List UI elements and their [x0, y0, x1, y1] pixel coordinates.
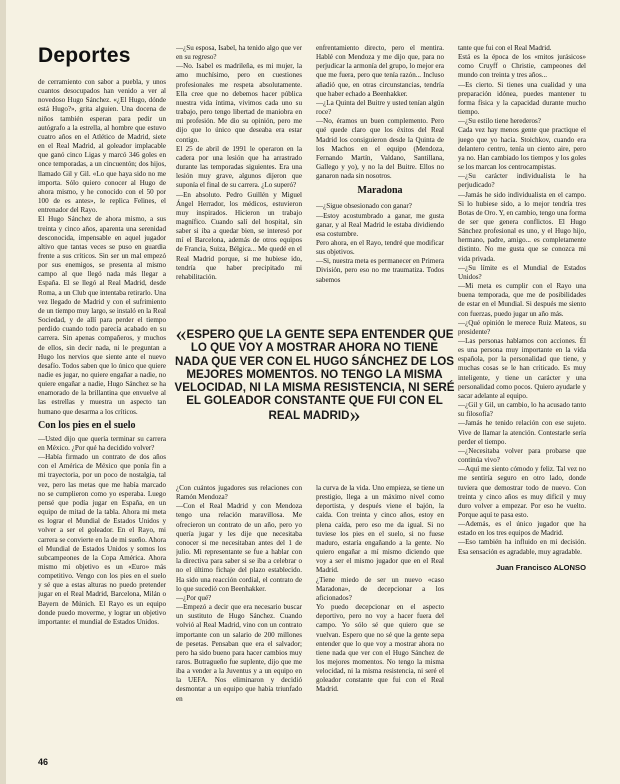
answer: —Había firmado un contrato de dos años con el América de México que ponía fin a mi trayectoria, por un poco de nostalgia, tal vez, pero las metas que me había marcado no se cumplieron como yo esperaba. Luego pensé que podía jugar en España, en un equipo de mitad de la tabla. Ahora mi meta es lograr el Mundial de Estados Unidos y volver a ser el goleador. En el Rayo, mi carrera se convierte en la de mi sueño. Ahora el Mundial de Estados Unidos y somos los subcampeones de la Copa América. Ahora mismo mi objetivo es un «Euro» más competitivo. Vengo con los pies en el suelo y sé que a estas alturas no puedo pretender jugar en el Real Madrid, Barcelona, Milán o Bayern de Múnich. El Rayo es un equipo donde puedo moverme, y lograr un objetivo importante: el mundial de Estados Unidos.: [38, 453, 166, 626]
answer: Yo puedo decepcionar en el aspecto deportivo, pero no voy a hacer fuera del campo. Yo sólo sé que quiero que se vuelvan. Espero que no sé que la gente sepa entender que lo que voy a mostrar ahora no tiene nada que ver con el Hugo Sánchez de los mejores momentos. No tengo la misma velocidad, ni la misma resistencia, ni seré el goleador constante que fui con el Real Madrid.: [316, 603, 444, 694]
answer: Pero ahora, en el Rayo, tendré que modificar sus objetivos.: [316, 238, 444, 257]
answer: —No, éramos un buen complemento. Pero qué quede claro que los éxitos del Real Madrid los consiguieron desde la Quinta de los Machos en el equipo (Mendoza, Fernando Martín, Valdano, Santillana, Gallego y yo), y no la del Buitre. Ellos no ganaron nada sin nosotros.: [316, 117, 444, 181]
answer: tante que fui con el Real Madrid.: [458, 44, 552, 52]
question: —Además, es el único jugador que ha estado en los tres equipos de Madrid.: [458, 520, 586, 538]
column-4: [458, 44, 586, 756]
question: —¿Su estilo tiene herederos?: [458, 117, 541, 126]
answer: —En absoluto. Pedro Guillén y Miguel Ángel Herrador, los médicos, estuvieron muy inspirados. Hicieron un trabajo magnífico. Cuando salí del hospital, sin saber si iba a quedar bien, se interesó por mí el Barcelona, además de otros equipos de Francia, Suiza, Bélgica... Me quedé en el Real Madrid porque, si me hubiese ido, tendría que haber precipitado mi rehabilitación.: [176, 190, 302, 281]
question: —¿Su carácter individualista le ha perjudicado?: [458, 172, 586, 190]
column-2-lower: [176, 484, 302, 756]
column-2-upper: [176, 44, 302, 316]
answer: —Estoy acostumbrado a ganar, me gusta ganar, y al Real Madrid le estaba dividiendo esa costumbre.: [316, 211, 444, 238]
section-title: Deportes: [38, 44, 131, 67]
question: ¿Con cuántos jugadores sus relaciones con Ramón Mendoza?: [176, 484, 302, 502]
column-3-lower: [316, 484, 444, 756]
answer: —Jamás he sido individualista en el campo. Si lo hubiese sido, a lo mejor tendría tres Botas de Oro. Y, en cambio, tengo una forma de ser que genera conflictos. El Hugo Sánchez profesional es uno, y el Hugo hijo, hermano, padre, amigo... es completamente distinto. No me gusta que se conozca mi vida privada.: [458, 190, 586, 263]
answer: Cada vez hay menos gente que practique el juego que yo hacía. Stoichkov, cuando era delantero centro, tenía un ciento aire, pero ya no. Han cambiado los tiempos y los goles se los marcan los centrocampistas.: [458, 126, 586, 172]
close-quote-mark: »: [349, 401, 361, 427]
answer: —Es cierto. Si tienes una cualidad y una preparación idónea, puedes mantener tu forma física y la capacidad durante mucho tiempo.: [458, 80, 586, 117]
column-1: [38, 78, 166, 756]
page-number: 46: [38, 757, 49, 767]
pull-quote: [174, 321, 455, 427]
subheading-pies-en-el-suelo: Con los pies en el suelo: [38, 419, 136, 431]
question: —¿Qué opinión le merece Ruiz Mateos, su presidente?: [458, 318, 586, 336]
question: ¿Tiene miedo de ser un nuevo «caso Maradona», de decepcionar a los aficionados?: [316, 575, 444, 602]
question: —¿Sigue obsesionado con ganar?: [316, 202, 412, 211]
column-3-upper: [316, 44, 444, 316]
question: —¿Gil y Gil, un cambio, lo ha acusado tanto su filosofía?: [458, 401, 586, 419]
question: —¿Su esposa, Isabel, ha tenido algo que ver en su regreso?: [176, 44, 302, 62]
question: —¿Por qué?: [176, 593, 212, 602]
pull-quote-text: ESPERO QUE LA GENTE SEPA ENTENDER QUE LO QUE VOY A MOSTRAR AHORA NO TIENE NADA QUE VER CON EL HUGO SÁNCHEZ DE LOS MEJORES MOMENTOS. NO TENGO LA MISMA VELOCIDAD, NI LA MISMA RESISTENCIA, NI SERÉ EL GOLEADOR CONSTANTE QUE FUI CON EL REAL MADRID: [174, 328, 455, 422]
answer: —Eso también ha influido en mi decisión. Esa sensación es agradable, muy agradable.: [458, 538, 586, 556]
question: Está es la época de los «mitos jurásicos» como Cruyff o Christie, campeones del mundo con treinta y tres años...: [458, 53, 586, 80]
answer: —Mi meta es cumplir con el Rayo una buena temporada, que me de posibilidades de estar en el Mundial. Si después me siento con fuerzas, puedo jugar un año más.: [458, 282, 586, 318]
answer: la curva de la vida. Uno empieza, se tiene un prestigio, llega a un máximo nivel como deportista, y después viene el bajón, la caída. Con treinta y cinco años, estoy en plena caída, pero eso me da igual. Si no tuviese los pies en el suelo, si no fuese maduro, estaría engañando a la gente. No quiero engañar a mí mismo diciendo que voy a ser el mismo jugador que en el Real Madrid.: [316, 484, 444, 575]
page-edge-shadow: [0, 0, 6, 784]
open-quote-mark: «: [175, 321, 187, 346]
question: El 25 de abril de 1991 le operaron en la cadera por una lesión que ha arrastrado durante las temporadas siguientes. Era una lesión muy grave, algunos dijeron que suponía el final de su carrera. ¿Lo superó?: [176, 144, 302, 190]
intro-paragraph-2: El Hugo Sánchez de ahora mismo, a sus treinta y cinco años, aparenta una serenidad desconocida, impensable en aquel jugador altivo que tantas veces se puso en guardia frente a sus críticos. Sin ser un mal empezó por sus enemigos, se presenta al mismo campo al que llegó nada más llegar a España. El se llegó al Real Madrid, desde Roma, a un Club que intentaba retirarlo. Una vez llegado de Madrid y con el sufrimiento de un tiempo muy largo, se instaló en la Real Sociedad, y de allí para perder el tiempo perdido cuando todo parecía acabado en su carrera. Sin apenas compañeros, y muchos de ellos, sin decir nada, ni le preguntan a Hugo los nervios que siente ante el nuevo desafío. Todos saben que lo único que quiere nadie es jugar, no quiere engañar a nadie, no quiere engañar a nadie, Hugo Sánchez se ha enamorado de la brillantina que envuelve al las estrellas y muestra un aspecto tan humano que desarma a los críticos.: [38, 215, 166, 416]
question: —¿Necesitaba volver para probarse que continúa vivo?: [458, 446, 586, 465]
answer: —Aquí me siento cómodo y feliz. Tal vez no me sentiría seguro en otro lado, donde tuviera que demostrar todo de nuevo. Con treinta y cinco años es muy difícil y muy duro volver a empezar. Por eso he vuelto. Porque aquí te pasa esto.: [458, 465, 586, 519]
answer: —Con el Real Madrid y con Mendoza tengo una relación maravillosa. Me ofrecieron un contrato de un año, pero yo quería jugar y les dije que necesitaba conocer si me necesitaban antes del 1 de julio. Mi representante se fue a hablar con la directiva para saber si se iba a celebrar o no el último fichaje del plazo establecido. Ha sido una reacción cordial, el contrato de lo que sucedió con Beenhakker.: [176, 502, 302, 593]
question: —¿La Quinta del Buitre y usted tenían algún roce?: [316, 98, 444, 117]
answer: —Las personas hablamos con acciones. Él es una persona muy importante en la vida española, por la personalidad que tiene, y muchas cosas se le han criticado. Es muy inteligente, y tiene un carácter y una personalidad como pocos. Quiero ayudarle y sacar adelante al equipo.: [458, 337, 586, 400]
question: —¿Su límite es el Mundial de Estados Unidos?: [458, 263, 586, 281]
answer: enfrentamiento directo, pero el mentira. Hablé con Mendoza y me dijo que, para no perjudicar la armonía del grupo, lo mejor era que me fuera, pero que tenía razón... Incluso añadió que, en otras circunstancias, tendría que haber echado a Beenhakker.: [316, 44, 444, 98]
author-signature: Juan Francisco ALONSO: [495, 562, 586, 572]
answer: —Si, nuestra meta es permanecer en Primera División, pero eso no me traumatiza. Todos sabemos: [316, 257, 444, 284]
intro-paragraph-1: de cerramiento con sabor a puebla, y unos cuantos desocupados han venido a ver al novedoso Hugo Sánchez. «¿El Hugo, dónde está Hugo?», grita alguien. Una docena de niños también esperan para pedir un autógrafo a la estrella, al hombre que estuvo cuatro años en el Atlético de Madrid, siete en el Real Madrid, al goleador implacable que ganó cinco Ligas y marcó 346 goles en once temporadas, a un cincuentón; dos hijos, llamado Gil y Gil. «Lo que haya sido no me importa. Sólo quiero conocer al Hugo de ahora mismo, y he conocido con el 50 por 100 de es antes», le replica Felines, el entrenador del Rayo.: [38, 78, 166, 215]
answer: —Empezó a decir que era necesario buscar un sustituto de Hugo Sánchez. Cuando volvió al Real Madrid, vino con un contrato importante con un salario de 200 millones de pesetas. Pensaban que era el salvador; pero ha sido bueno para hacer cambios muy raros. Butragueño fue suplente, dijo que me iba a vender a la Juventus y a un equipo en la UEFA. Nos eliminaron y decidió desmontar a un equipo que había triunfado en: [176, 603, 302, 703]
question: —Usted dijo que quería terminar su carrera en México. ¿Por qué ha decidido volver?: [38, 434, 166, 452]
answer: —Jamás he tenido relación con ese sujeto. Vive de llamar la atención. Contestarle sería perder el tiempo.: [458, 419, 586, 446]
answer: —No. Isabel es madrileña, es mi mujer, la amo muchísimo, pero en cuestiones profesionales me respeta absolutamente. Ella cree que no debemos hacer pública nuestra vida íntima, vivimos cada uno su trabajo, pero tengo libertad de maniobra en mi profesión. Me dio su opinión, pero me dijo que lo único que deseaba era estar contigo.: [176, 62, 302, 144]
subheading-maradona: Maradona: [357, 185, 403, 197]
